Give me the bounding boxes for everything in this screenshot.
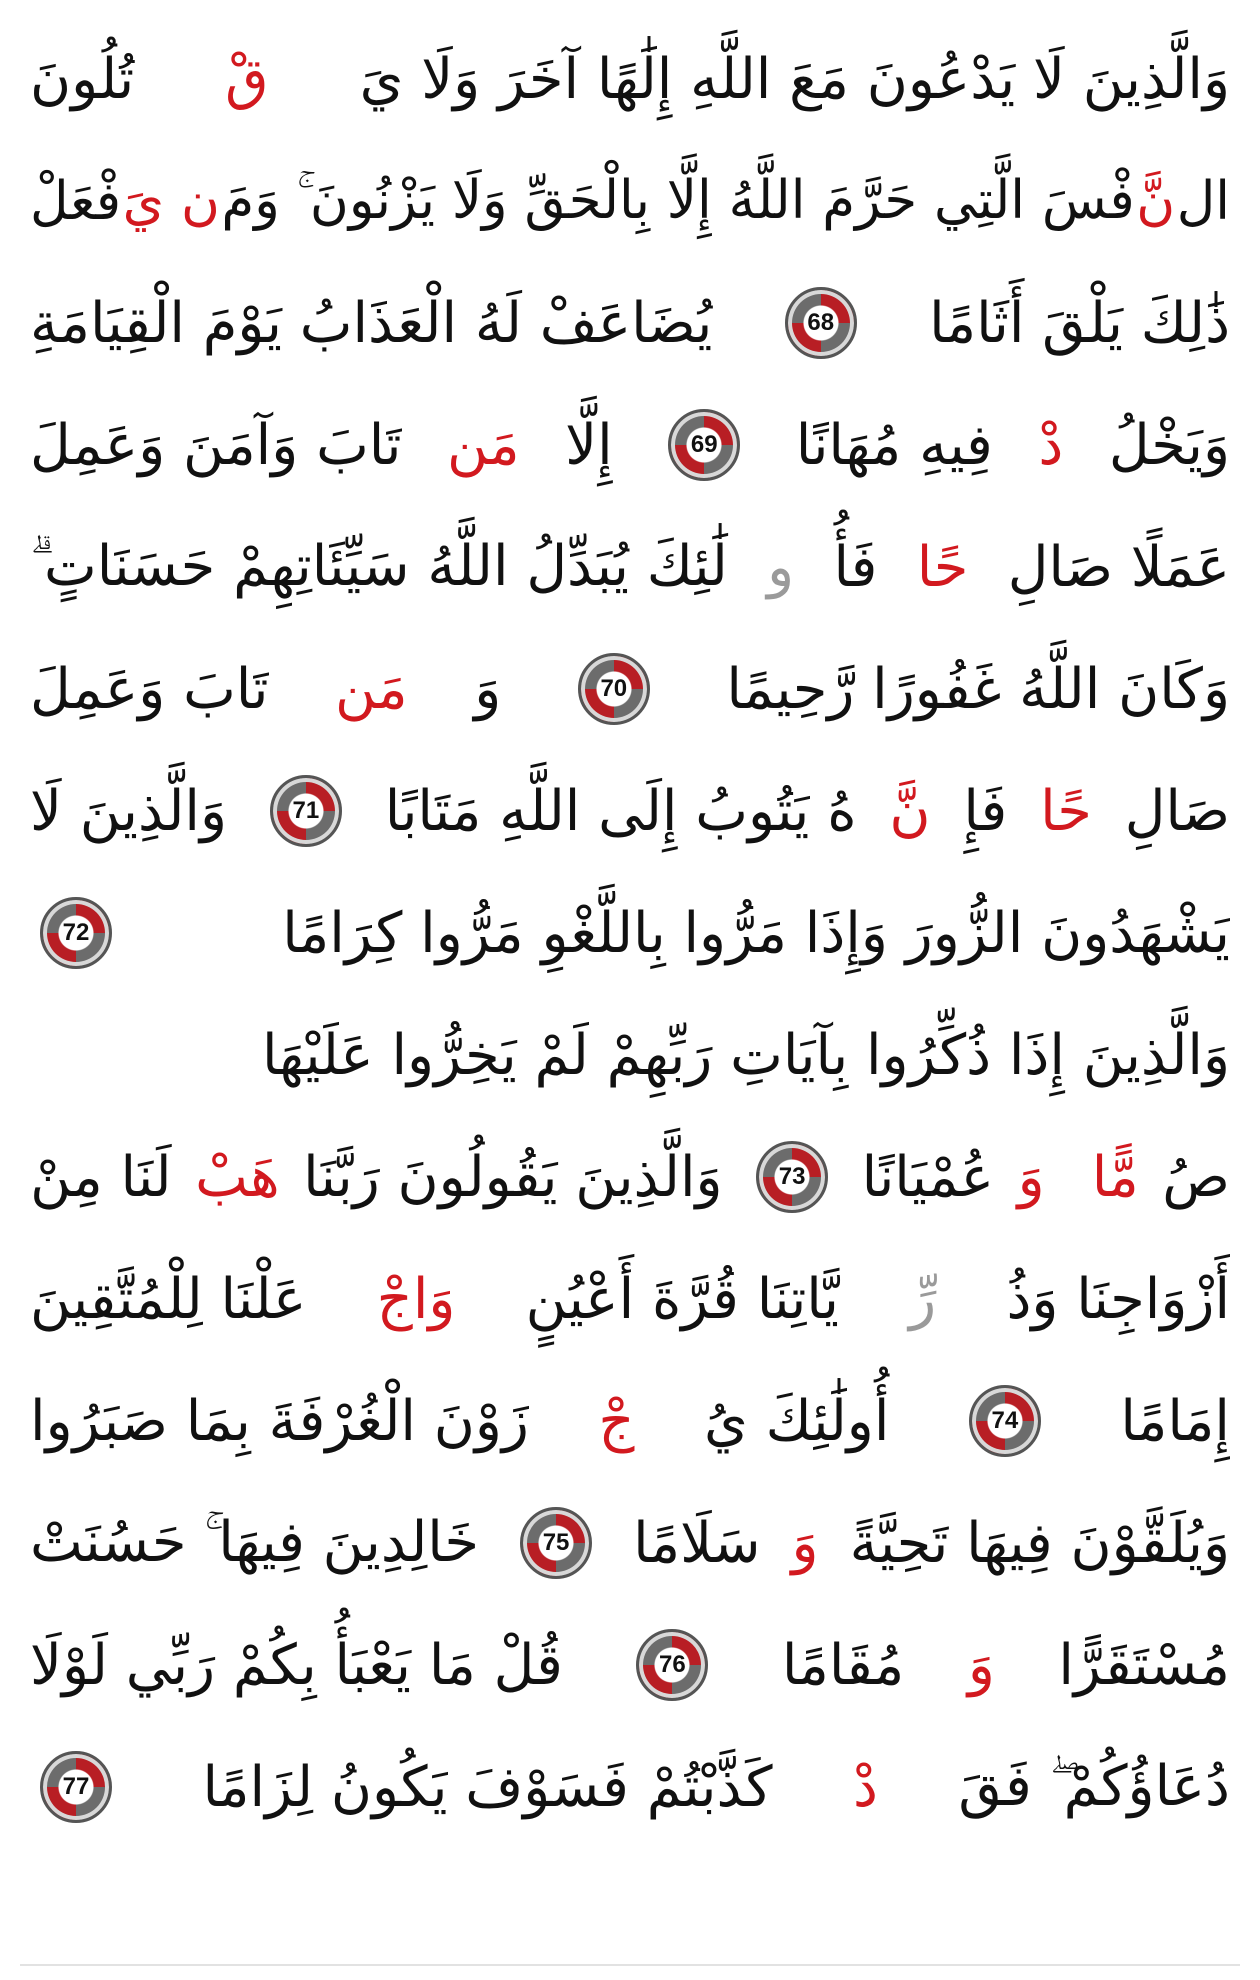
verse-lines bbox=[30, 18, 1230, 1848]
ayah-marker-icon bbox=[636, 1629, 708, 1701]
verse-text: أُولَٰئِكَ يُ bbox=[704, 1388, 890, 1454]
verse-text: فْعَلْ bbox=[30, 170, 122, 232]
tajweed-highlight: وَ bbox=[967, 1632, 995, 1698]
verse-text: عَلْنَا لِلْمُتَّقِينَ bbox=[30, 1266, 307, 1332]
verse-text: دُعَاؤُكُمْ ۖ فَقَ bbox=[958, 1754, 1230, 1819]
verse-text: لَٰئِكَ يُبَدِّلُ اللَّهُ سَيِّئَاتِهِمْ حَسَنَاتٍ ۗ bbox=[30, 534, 728, 599]
bottom-rule bbox=[20, 1964, 1240, 1966]
verse-line bbox=[30, 384, 1230, 506]
verse-line bbox=[30, 628, 1230, 750]
verse-line bbox=[30, 1360, 1230, 1482]
verse-text: صَالِ bbox=[1124, 778, 1230, 844]
verse-text: كَذَّبْتُمْ فَسَوْفَ يَكُونُ لِزَامًا bbox=[202, 1754, 773, 1820]
ayah-marker-icon bbox=[40, 1751, 112, 1823]
verse-text: فَأُ bbox=[833, 534, 878, 600]
verse-text: وَالَّذِينَ لَا يَدْعُونَ مَعَ اللَّهِ إِلَٰهًا آخَرَ وَلَا يَ bbox=[359, 46, 1230, 112]
tajweed-highlight: جْ bbox=[598, 1388, 635, 1454]
ayah-number: 69 bbox=[690, 431, 718, 458]
verse-line bbox=[30, 872, 1230, 994]
tajweed-highlight: حًا bbox=[1040, 778, 1092, 844]
ayah-number: 75 bbox=[542, 1529, 570, 1556]
verse-line bbox=[30, 506, 1230, 628]
tajweed-highlight: دْ bbox=[1038, 412, 1064, 478]
tajweed-highlight: مَن bbox=[335, 656, 408, 722]
verse-text: وَيَخْلُ bbox=[1108, 412, 1230, 478]
ayah-marker-icon bbox=[756, 1141, 828, 1213]
verse-text: تُلُونَ bbox=[30, 46, 135, 112]
verse-text: خَالِدِينَ فِيهَا ۚ حَسُنَتْ bbox=[30, 1510, 479, 1575]
tajweed-highlight: مَن bbox=[447, 412, 520, 478]
ayah-number: 71 bbox=[292, 797, 320, 824]
tajweed-highlight: و bbox=[767, 534, 795, 600]
verse-line bbox=[30, 994, 1230, 1116]
verse-text: فْسَ الَّتِي حَرَّمَ اللَّهُ إِلَّا بِالْحَقِّ وَلَا يَزْنُونَ ۚ وَمَ bbox=[221, 170, 1135, 231]
verse-text: وَالَّذِينَ لَا bbox=[30, 778, 228, 844]
verse-line bbox=[30, 140, 1230, 262]
verse-text: سَلَامًا bbox=[633, 1510, 761, 1576]
verse-text: مُسْتَقَرًّا bbox=[1058, 1632, 1230, 1698]
ayah-marker-icon bbox=[40, 897, 112, 969]
tajweed-highlight: ن يَ bbox=[122, 170, 220, 232]
verse-line bbox=[30, 18, 1230, 140]
verse-line bbox=[30, 1482, 1230, 1604]
verse-line bbox=[30, 750, 1230, 872]
verse-text: ال bbox=[1176, 170, 1230, 232]
verse-text: قُلْ مَا يَعْبَأُ بِكُمْ رَبِّي لَوْلَا bbox=[30, 1632, 563, 1698]
verse-line bbox=[30, 262, 1230, 384]
tajweed-highlight: وَ bbox=[1017, 1144, 1045, 1210]
verse-text: إِلَّا bbox=[565, 412, 613, 478]
verse-text: وَالَّذِينَ يَقُولُونَ رَبَّنَا bbox=[303, 1144, 723, 1210]
verse-text: زَوْنَ الْغُرْفَةَ بِمَا صَبَرُوا bbox=[30, 1388, 529, 1454]
verse-text: مُقَامًا bbox=[781, 1632, 905, 1698]
tajweed-highlight: نَّ bbox=[1136, 170, 1176, 232]
verse-line bbox=[30, 1238, 1230, 1360]
verse-text: فِيهِ مُهَانًا bbox=[795, 412, 993, 478]
ayah-number: 72 bbox=[62, 919, 90, 946]
verse-text: وَالَّذِينَ إِذَا ذُكِّرُوا بِآيَاتِ رَبِّهِمْ لَمْ يَخِرُّوا عَلَيْهَا bbox=[261, 1022, 1230, 1088]
tajweed-highlight: حًا bbox=[916, 534, 969, 600]
ayah-marker-icon bbox=[270, 775, 342, 847]
verse-text: يُضَاعَفْ لَهُ الْعَذَابُ يَوْمَ الْقِيَامَةِ bbox=[30, 290, 713, 356]
tajweed-highlight: نَّ bbox=[889, 778, 931, 844]
verse-text: فَإِ bbox=[963, 778, 1008, 844]
verse-text: وَ bbox=[474, 656, 502, 722]
verse-text: تَابَ وَآمَنَ وَعَمِلَ bbox=[30, 412, 402, 478]
ayah-number: 76 bbox=[659, 1651, 686, 1678]
tajweed-highlight: مًّا bbox=[1091, 1144, 1139, 1210]
verse-text: وَيُلَقَّوْنَ فِيهَا تَحِيَّةً bbox=[849, 1510, 1230, 1576]
verse-text: تَابَ وَعَمِلَ bbox=[30, 656, 269, 722]
ayah-number: 70 bbox=[600, 675, 628, 702]
verse-text: إِمَامًا bbox=[1120, 1388, 1230, 1454]
verse-line bbox=[30, 1726, 1230, 1848]
tajweed-highlight: وَ bbox=[791, 1510, 819, 1576]
verse-text: عُمْيَانًا bbox=[861, 1144, 995, 1210]
ayah-number: 68 bbox=[807, 309, 835, 336]
ayah-marker-icon bbox=[785, 287, 857, 359]
tajweed-highlight: دْ bbox=[852, 1754, 878, 1820]
verse-text: هُ يَتُوبُ إِلَى اللَّهِ مَتَابًا bbox=[384, 778, 857, 844]
verse-line bbox=[30, 1604, 1230, 1726]
tajweed-highlight: قْ bbox=[225, 46, 269, 112]
ayah-marker-icon bbox=[520, 1507, 592, 1579]
ayah-marker-icon bbox=[578, 653, 650, 725]
verse-text: يَشْهَدُونَ الزُّورَ وَإِذَا مَرُّوا بِاللَّغْوِ مَرُّوا كِرَامًا bbox=[282, 900, 1230, 966]
verse-text: أَزْوَاجِنَا وَذُ bbox=[1006, 1266, 1230, 1332]
ayah-marker-icon bbox=[969, 1385, 1041, 1457]
verse-text: صُ bbox=[1162, 1144, 1230, 1210]
ayah-number: 74 bbox=[991, 1407, 1019, 1434]
verse-text: وَكَانَ اللَّهُ غَفُورًا رَّحِيمًا bbox=[726, 656, 1230, 722]
verse-text: لَنَا مِنْ bbox=[30, 1144, 172, 1210]
verse-text: يَّاتِنَا قُرَّةَ أَعْيُنٍ bbox=[525, 1266, 839, 1332]
ayah-number: 73 bbox=[778, 1163, 806, 1190]
verse-text: ذَٰلِكَ يَلْقَ أَثَامًا bbox=[929, 290, 1230, 356]
tajweed-highlight: وَاجْ bbox=[376, 1266, 456, 1332]
verse-text: عَمَلًا صَالِ bbox=[1007, 534, 1230, 600]
tajweed-highlight: رِّ bbox=[909, 1266, 937, 1332]
tajweed-highlight: هَبْ bbox=[195, 1144, 280, 1210]
ayah-number: 77 bbox=[62, 1773, 90, 1800]
ayah-marker-icon bbox=[668, 409, 740, 481]
verse-line bbox=[30, 1116, 1230, 1238]
